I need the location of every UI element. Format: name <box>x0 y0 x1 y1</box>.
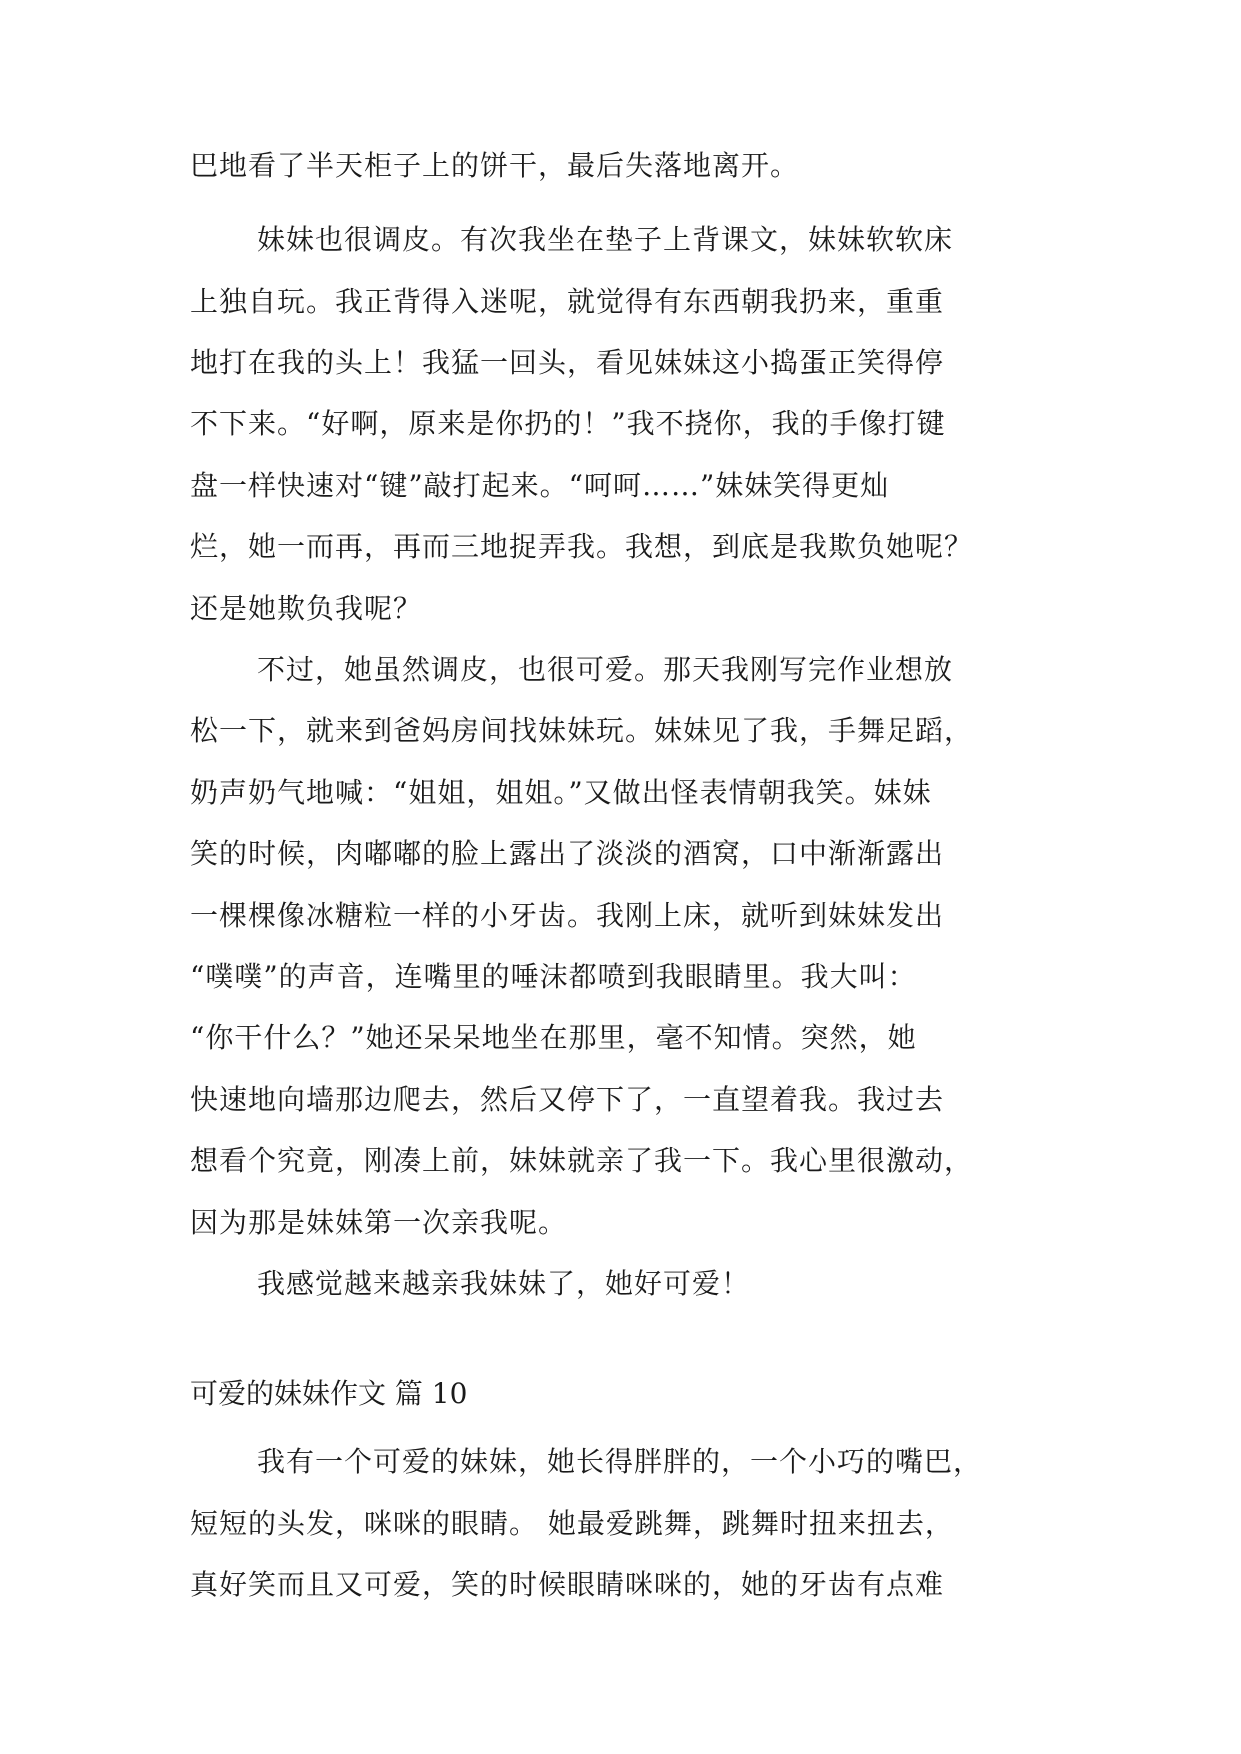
paragraph-line: 我有一个可爱的妹妹，她长得胖胖的，一个小巧的嘴巴， <box>257 1445 983 1478</box>
paragraph-line: 地打在我的头上！我猛一回头，看见妹妹这小捣蛋正笑得停 <box>190 346 945 379</box>
paragraph-line: 奶声奶气地喊：“姐姐，姐姐。”又做出怪表情朝我笑。妹妹 <box>190 776 932 809</box>
paragraph-line: 上独自玩。我正背得入迷呢，就觉得有东西朝我扔来，重重 <box>190 285 945 318</box>
paragraph-line: 不下来。“好啊，原来是你扔的！”我不挠你，我的手像打键 <box>190 407 946 440</box>
paragraph-line: 盘一样快速对“键”敲打起来。“呵呵……”妹妹笑得更灿 <box>190 469 890 502</box>
paragraph-line: 松一下，就来到爸妈房间找妹妹玩。妹妹见了我，手舞足蹈， <box>190 714 974 747</box>
section-heading: 可爱的妹妹作文 篇 10 <box>190 1377 468 1410</box>
paragraph-line: 想看个究竟，刚凑上前，妹妹就亲了我一下。我心里很激动， <box>190 1144 974 1177</box>
paragraph-line: 快速地向墙那边爬去，然后又停下了，一直望着我。我过去 <box>190 1083 945 1116</box>
paragraph-line: 短短的头发，咪咪的眼睛。 她最爱跳舞，跳舞时扭来扭去， <box>190 1507 954 1540</box>
paragraph-line: 巴地看了半天柜子上的饼干，最后失落地离开。 <box>190 149 800 182</box>
paragraph-line: 真好笑而且又可爱，笑的时候眼睛咪咪的，她的牙齿有点难 <box>190 1568 945 1601</box>
paragraph-line: 烂，她一而再，再而三地捉弄我。我想，到底是我欺负她呢？ <box>190 530 974 563</box>
paragraph-line: 一棵棵像冰糖粒一样的小牙齿。我刚上床，就听到妹妹发出 <box>190 899 945 932</box>
paragraph-line: 妹妹也很调皮。有次我坐在垫子上背课文，妹妹软软床 <box>257 223 954 256</box>
paragraph-line: “噗噗”的声音，连嘴里的唾沫都喷到我眼睛里。我大叫： <box>190 960 917 993</box>
paragraph-line: 因为那是妹妹第一次亲我呢。 <box>190 1206 568 1239</box>
paragraph-line: 我感觉越来越亲我妹妹了，她好可爱！ <box>257 1267 751 1300</box>
paragraph-line: 还是她欺负我呢？ <box>190 592 423 625</box>
paragraph-line: “你干什么？”她还呆呆地坐在那里，毫不知情。突然，她 <box>190 1021 917 1054</box>
paragraph-line: 不过，她虽然调皮，也很可爱。那天我刚写完作业想放 <box>257 653 954 686</box>
paragraph-line: 笑的时候，肉嘟嘟的脸上露出了淡淡的酒窝，口中渐渐露出 <box>190 837 945 870</box>
